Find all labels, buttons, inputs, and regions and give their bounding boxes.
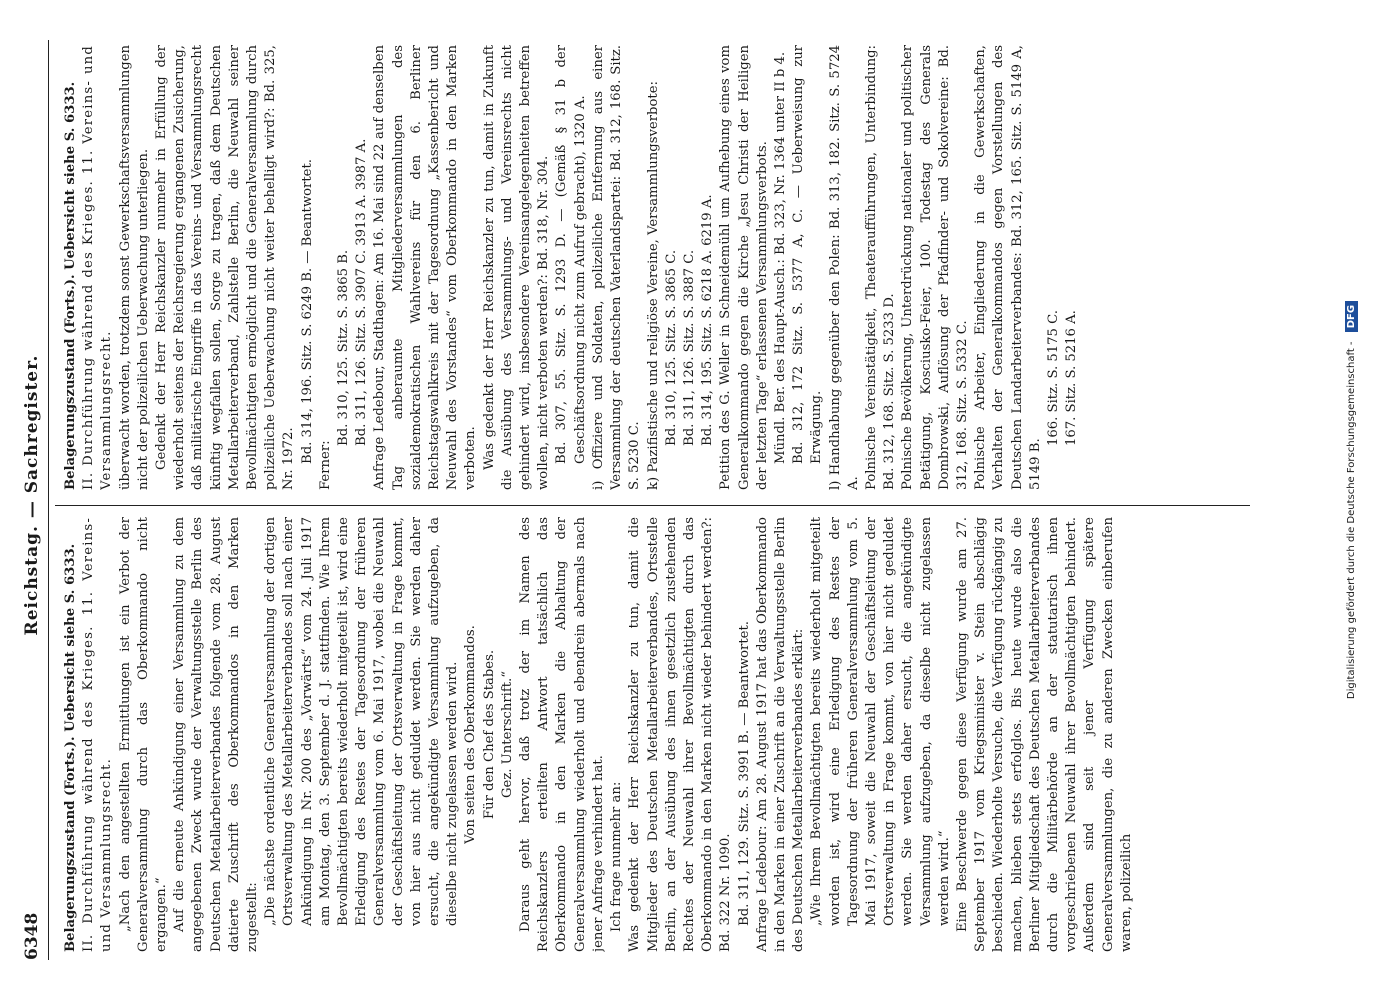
right-column-paragraph: überwacht worden, trotzdem sonst Gewerkschaftsversammlungen nicht der polizeilichen Ueberwachung unterliegen. bbox=[117, 45, 151, 490]
right-column-paragraph: Bd. 310, 125. Sitz. S. 3865 C. bbox=[663, 249, 679, 446]
left-column-paragraph: II. Durchführung während des Krieges. 11. Vereins- und Versammlungsrecht. bbox=[81, 517, 115, 952]
right-column-paragraph: k) Pazifistische und religiöse Vereine, Versammlungsverbote: bbox=[645, 81, 661, 490]
left-column-paragraph: Gez. Unterschrift.“ bbox=[499, 671, 515, 798]
right-column-paragraph: Was gedenkt der Herr Reichskanzler zu tun, damit in Zukunft die Ausübung des Versammlungs- und Vereinsrechts nicht gehindert wird, insbesondere Vereinsangelegenheiten betreffen wollen, nicht verboten werden?: Bd. 318, Nr. 304. bbox=[481, 45, 552, 490]
left-column-paragraph: Belagerungszustand (Forts.). Uebersicht siehe S. 6333. bbox=[63, 543, 78, 952]
right-column-paragraph: l) Handhabung gegenüber den Polen: Bd. 313, 182. Sitz. S. 5724 A. bbox=[827, 45, 861, 490]
left-column-paragraph: Eine Beschwerde gegen diese Verfügung wurde am 27. September 1917 vom Kriegsminister v. Stein abschlägig beschieden. Wiederholte Versuche, die Verfügung rückgängig zu machen, blieben stets erfolglos. Bis heute wurde also die Berliner Mitgliedschaft des Deutschen Metallarbeiterverbandes durch die Militärbehörde an der statutarisch ihnen vorgeschriebenen Neuwahl ihrer Bevollmächtigten behindert. Außerdem sind seit jener Verfügung spätere Generalversammlungen, die zu anderen Zwecken einberufen waren, polizeilich bbox=[954, 517, 1134, 952]
left-column-paragraph: Ich frage nunmehr an: bbox=[609, 781, 625, 932]
right-column-paragraph: Ferner: bbox=[317, 440, 333, 490]
right-column-paragraph: 167. Sitz. S. 5216 A. bbox=[1064, 310, 1080, 446]
dfg-logo: DFG bbox=[1345, 301, 1358, 332]
page-number: 6348 bbox=[22, 912, 42, 960]
right-column-paragraph: Bd. 307, 55. Sitz. S. 1293 D. — (Gemäß § 31 b der Geschäftsordnung nicht zum Aufruf gebracht), 1320 A. bbox=[554, 45, 588, 464]
left-column-paragraph: „Wie Ihrem Bevollmächtigten bereits wiederholt mitgeteilt worden ist, wird eine Erledigung des Restes der Tagesordnung der früheren Generalversammlung vom 5. Mai 1917, soweit die Neuwahl der Geschäftsleitung der Ortsverwaltung in Frage kommt, von hier nicht geduldet werden. Sie werden daher ersucht, die angekündigte Versammlung aufzugeben, da dieselbe nicht zugelassen werden wird.“ bbox=[809, 517, 952, 926]
header-rule bbox=[48, 40, 49, 960]
right-column-paragraph: Polnische Vereinstätigkeit, Theateraufführungen, Unterbindung: Bd. 312, 168. Sitz. S. 5233 D. bbox=[863, 45, 898, 490]
right-column-paragraph: Belagerungszustand (Forts.). Uebersicht siehe S. 6333. bbox=[63, 81, 78, 490]
right-column-paragraph: Bd. 314, 195. Sitz. S. 6218 A. 6219 A. bbox=[700, 194, 716, 446]
right-column-paragraph: Gedenkt der Herr Reichskanzler nunmehr in Erfüllung der wiederholt seitens der Reichsregierung ergangenen Zusicherung, daß militärische Eingriffe in das Vereins- und Versammlungsrecht künftig wegfallen sollen, Sorge zu tragen, daß dem Deutschen Metallarbeiterverband, Zahlstelle Berlin, die Neuwahl seiner Bevollmächtigten ermöglicht und die Generalversammlung durch polizeiliche Ueberwachung nicht weiter behelligt wird?: Bd. 325, Nr. 1972. bbox=[154, 45, 297, 490]
right-column-paragraph: Anfrage Ledebour, Stadthagen: Am 16. Mai sind 22 auf denselben Tag anberaumte Mitgliederversammlungen des sozialdemokratischen Wahlvereins für den 6. Berliner Reichstagswahlkreis mit der Tagesordnung „Kassenbericht und Neuwahl des Vorstandes“ vom Oberkommando in den Marken verboten. bbox=[372, 45, 479, 490]
right-column-paragraph: Petition des G. Weller in Schneidemühl um Aufhebung eines vom Generalkommando gegen die Kirche „Jesu Christi der Heiligen der letzten Tage“ erlassenen Versammlungsverbots. bbox=[718, 45, 770, 490]
left-column bbox=[62, 517, 1292, 952]
left-column-paragraph: Auf die erneute Ankündigung einer Versammlung zu dem angegebenen Zweck wurde der Verwaltungsstelle Berlin des Deutschen Metallarbeiterverbandes folgende vom 28. August datierte Zuschrift des Oberkommandos in den Marken zugestellt: bbox=[172, 517, 261, 952]
right-column-paragraph: Bd. 311, 126. Sitz. S. 3907 C. 3913 A. 3987 A. bbox=[354, 138, 370, 446]
running-header bbox=[10, 30, 50, 960]
right-column bbox=[62, 45, 1292, 490]
left-column-paragraph: „Die nächste ordentliche Generalversammlung der dortigen Ortsverwaltung des Metallarbeiterverbandes soll nach einer Ankündigung in Nr. 200 des „Vorwärts“ vom 24. Juli 1917 am Montag, den 3. September d. J. stattfinden. Wie Ihrem Bevollmächtigten bereits wiederholt mitgeteilt ist, wird eine Erledigung des Restes der Tagesordnung der früheren Generalversammlung vom 6. Mai 1917, wobei die Neuwahl der Geschäftsleitung der Ortsverwaltung in Frage kommt, von hier aus nicht geduldet werden. Sie werden daher ersucht, die angekündigte Versammlung aufzugeben, da dieselbe nicht zugelassen werden wird. bbox=[263, 517, 461, 926]
right-column-paragraph: Bd. 310, 125. Sitz. S. 3865 B. bbox=[336, 249, 352, 446]
left-column-paragraph: Für den Chef des Stabes. bbox=[481, 649, 497, 820]
right-column-paragraph: Bd. 314, 196. Sitz. S. 6249 B. — Beantwortet. bbox=[299, 159, 315, 464]
right-column-paragraph: 166. Sitz. S. 5175 C. bbox=[1045, 310, 1061, 446]
header-title: Reichstag. — Sachregister. bbox=[22, 354, 42, 636]
left-column-paragraph: Bd. 311, 129. Sitz. S. 3991 B. — Beantwortet. bbox=[736, 621, 752, 926]
right-column-paragraph: Bd. 311, 126. Sitz. S. 3887 C. bbox=[681, 249, 697, 446]
right-column-paragraph: Polnische Bevölkerung, Unterdrückung nationaler und politischer Betätigung, Kosciusko-Feier, 100. Todestag des Generals Dombrowski, Auflösung der Pfadfinder- und Sokolvereine: Bd. 312, 168. Sitz. S. 5332 C. bbox=[900, 45, 970, 490]
right-column-paragraph: Bd. 312, 172 Sitz. S. 5377 A, C. — Ueberweisung zur Erwägung. bbox=[791, 45, 825, 464]
column-divider bbox=[55, 505, 1250, 506]
left-column-paragraph: Was gedenkt der Herr Reichskanzler zu tun, damit die Mitglieder des Deutschen Metallarbeiterverbandes, Ortsstelle Berlin, an der Ausübung des ihnen gesetzlich zustehenden Rechtes der Neuwahl ihrer Bevollmächtigten durch das Oberkommando in den Marken nicht wieder behindert werden?: Bd. 322 Nr. 1090. bbox=[627, 517, 734, 952]
left-column-paragraph: Daraus geht hervor, daß trotz der im Namen des Reichskanzlers erteilten Antwort tatsächlich das Oberkommando in den Marken die Abhaltung der Generalversammlung wiederholt und ebendrein abermals nach jener Anfrage verhindert hat. bbox=[518, 517, 606, 952]
left-column-paragraph: Anfrage Ledebour: Am 28. August 1917 hat das Oberkommando in den Marken in einer Zuschrift an die Verwaltungsstelle Berlin des Deutschen Metallarbeiterverbandes erklärt: bbox=[754, 517, 807, 952]
right-column-paragraph: Polnische Arbeiter, Eingliederung in die Gewerkschaften, Verhalten der Generalkommandos gegen Vorstellungen des Deutschen Landarbeiterverbandes: Bd. 312, 165. Sitz. S. 5149 A, 5149 B. bbox=[973, 45, 1043, 490]
left-column-paragraph: „Nach den angestellten Ermittlungen ist ein Verbot der Generalversammlung durch das Oberkommando nicht ergangen.“ bbox=[117, 517, 170, 952]
digitization-footer bbox=[1345, 0, 1375, 1000]
digitization-note: Digitalisierung gefördert durch die Deutsche Forschungsgemeinschaft - bbox=[1346, 341, 1357, 700]
right-column-paragraph: II. Durchführung während des Krieges. 11. Vereins- und Versammlungsrecht. bbox=[81, 45, 115, 490]
left-column-paragraph: Von seiten des Oberkommandos. bbox=[463, 625, 479, 844]
right-column-paragraph: Mündl. Ber. des Haupt-Ausch.: Bd. 323, Nr. 1364 unter II b 4. bbox=[772, 51, 788, 464]
right-column-paragraph: i) Offiziere und Soldaten, polizeiliche Entfernung aus einer Versammlung der deutschen Vaterlandspartei: Bd. 312, 168. Sitz. S. 5230 C. bbox=[590, 45, 643, 490]
